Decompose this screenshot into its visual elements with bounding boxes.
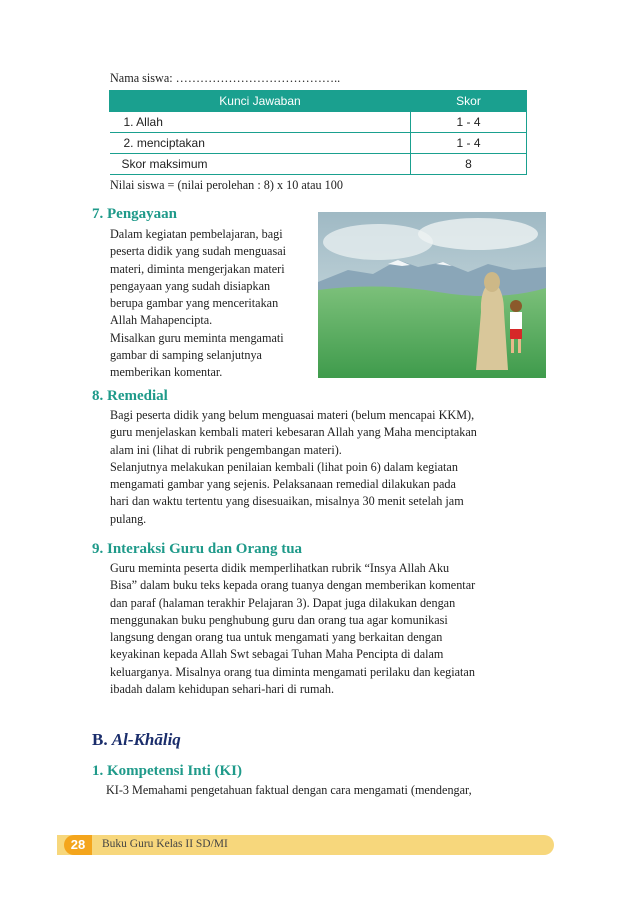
text-line: memberikan komentar.: [110, 365, 223, 380]
text-line: menggunakan buku penghubung guru dan orang tua agar komunikasi: [110, 612, 448, 627]
score-cell: 8: [411, 154, 527, 175]
footer-book-title: Buku Guru Kelas II SD/MI: [102, 838, 228, 850]
text-line: dan paraf (halaman terakhir Pelajaran 3). Dapat juga dilakukan dengan: [110, 595, 456, 610]
answer-cell: 1. Allah: [110, 112, 411, 133]
answer-cell: Skor maksimum: [110, 154, 411, 175]
landscape-illustration: [318, 212, 546, 378]
text-line: peserta didik yang sudah menguasai: [110, 244, 286, 259]
section-heading-pengayaan: 7. Pengayaan: [92, 206, 178, 222]
text-line: Misalkan guru meminta mengamati: [110, 330, 284, 345]
text-line: keyakinan kepada Allah Swt sebagai Tuhan Maha Pencipta di dalam: [110, 647, 444, 662]
text-line: Selanjutnya melakukan penilaian kembali (lihat poin 6) dalam kegiatan: [110, 459, 458, 474]
text-line: Bagi peserta didik yang belum menguasai materi (belum mencapai KKM),: [110, 408, 475, 422]
text-line: langsung dengan orang tua untuk mengamati yang berkaitan dengan: [110, 630, 443, 645]
text-line: pulang.: [110, 511, 147, 526]
ki3-line: KI-3 Memahami pengetahuan faktual dengan cara mengamati (mendengar,: [106, 783, 472, 797]
text-line: alam ini (lihat di rubrik pengembangan materi).: [110, 442, 342, 457]
table-header-row: [110, 91, 527, 112]
text-line: Allah Mahapencipta.: [110, 313, 213, 328]
text-line: Dalam kegiatan pembelajaran, bagi: [110, 227, 283, 241]
section-heading-kompetensi: 1. Kompetensi Inti (KI): [92, 763, 242, 779]
section-heading-remedial: 8. Remedial: [92, 388, 168, 404]
text-line: pengayaan yang sudah disiapkan: [110, 278, 271, 293]
text-line: Bisa” dalam buku teks kepada orang tuanya dengan memberikan komentar: [110, 578, 476, 593]
score-cell: 1 - 4: [411, 133, 527, 154]
remedial-paragraph: [110, 407, 530, 528]
page-number: 28: [64, 835, 92, 855]
section-b-prefix: B.: [92, 730, 112, 749]
answer-key-table: [109, 90, 527, 175]
student-name-line: Nama siswa: …………………………………..: [110, 71, 341, 85]
text-line: ibadah dalam kehidupan sehari-hari di rumah.: [110, 682, 335, 697]
section-b-name: Al-Khāliq: [111, 730, 181, 749]
answer-cell: 2. menciptakan: [110, 133, 411, 154]
table-row: [110, 133, 527, 154]
table-row: [110, 112, 527, 133]
pengayaan-paragraph: [110, 226, 308, 382]
text-line: hari dan waktu tertentu yang disesuaikan, misalnya 30 menit setelah jam: [110, 494, 464, 509]
text-line: keluarganya. Misalnya orang tua diminta mengamati perilaku dan kegiatan: [110, 664, 475, 679]
text-line: gambar di samping selanjutnya: [110, 348, 262, 363]
cloud: [418, 218, 538, 250]
header-score: Skor: [411, 91, 527, 112]
section-heading-interaksi: 9. Interaksi Guru dan Orang tua: [92, 541, 303, 557]
section-b-title: [92, 730, 181, 750]
text-line: berupa gambar yang menceritakan: [110, 296, 279, 311]
text-line: Guru meminta peserta didik memperlihatkan rubrik “Insya Allah Aku: [110, 561, 450, 575]
text-line: mengamati gambar yang sejenis. Pelaksanaan remedial dilakukan pada: [110, 477, 456, 492]
score-cell: 1 - 4: [411, 112, 527, 133]
text-line: materi, diminta mengerjakan materi: [110, 261, 285, 276]
text-line: guru menjelaskan kembali materi kebesaran Allah yang Maha menciptakan: [110, 425, 477, 440]
cloud: [323, 224, 433, 260]
interaksi-paragraph: [110, 560, 530, 698]
header-answer-key: Kunci Jawaban: [110, 91, 411, 112]
score-formula: Nilai siswa = (nilai perolehan : 8) x 10 atau 100: [110, 178, 343, 192]
table-row: [110, 154, 527, 175]
